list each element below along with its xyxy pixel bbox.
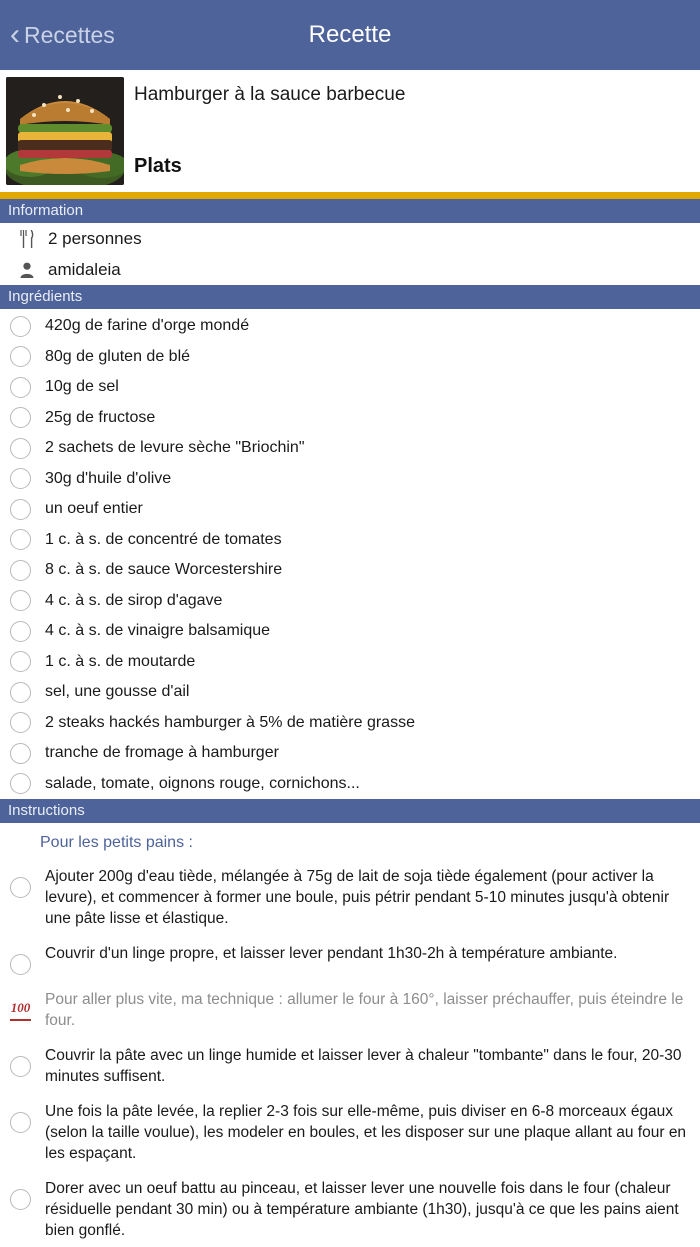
instruction-checkbox[interactable] <box>10 1189 31 1210</box>
recipe-category: Plats <box>134 155 182 177</box>
list-item[interactable] <box>0 677 700 708</box>
ingredient-checkbox[interactable] <box>10 743 31 764</box>
ingredient-label: 2 sachets de levure sèche "Briochin" <box>45 439 305 457</box>
instruction-label: Ajouter 200g d'eau tiède, mélangée à 75g de lait de soja tiède également (pour activer la levure), et commencer à former une boule, puis pétrir pendant 5-10 minutes jusqu'à obtenir une pâte lisse et élastique. <box>45 868 670 927</box>
ingredient-label: 1 c. à s. de moutarde <box>45 652 196 670</box>
list-item[interactable] <box>0 616 700 647</box>
recipe-meta <box>124 70 700 192</box>
list-item[interactable] <box>0 738 700 769</box>
recipe-header <box>0 70 700 192</box>
instruction-label: Une fois la pâte levée, la replier 2-3 fois sur elle-même, puis diviser en 6-8 morceaux égaux (selon la taille voulue), les modeler en boules, et les disposer sur une plaque allant au four en les espaçant. <box>45 1103 687 1162</box>
list-item[interactable] <box>0 1170 700 1247</box>
instruction-tip-label: Pour aller plus vite, ma technique : allumer le four à 160°, laisser préchauffer, puis éteindre le four. <box>45 991 684 1029</box>
ingredient-checkbox[interactable] <box>10 407 31 428</box>
instruction-label: Couvrir d'un linge propre, et laisser lever pendant 1h30-2h à température ambiante. <box>45 945 618 962</box>
list-item[interactable] <box>0 403 700 434</box>
section-header-ingredients: Ingrédients <box>0 285 700 309</box>
ingredient-checkbox[interactable] <box>10 438 31 459</box>
ingredient-checkbox[interactable] <box>10 773 31 794</box>
section-header-instructions: Instructions <box>0 799 700 823</box>
list-item[interactable] <box>0 494 700 525</box>
ingredient-checkbox[interactable] <box>10 499 31 520</box>
list-item[interactable] <box>0 647 700 678</box>
ingredient-checkbox[interactable] <box>10 560 31 581</box>
tip-100-icon: 100 <box>10 1000 31 1021</box>
ingredients-list <box>0 309 700 799</box>
list-item[interactable] <box>0 935 700 981</box>
ingredient-label: 1 c. à s. de concentré de tomates <box>45 530 282 548</box>
list-item-tip <box>0 981 700 1037</box>
list-item[interactable] <box>0 1037 700 1093</box>
ingredient-label: sel, une gousse d'ail <box>45 683 190 701</box>
ingredient-checkbox[interactable] <box>10 377 31 398</box>
list-item[interactable] <box>0 708 700 739</box>
ingredient-checkbox[interactable] <box>10 590 31 611</box>
ingredient-label: salade, tomate, oignons rouge, cornichons... <box>45 774 360 792</box>
instruction-checkbox[interactable] <box>10 954 31 975</box>
list-item[interactable] <box>0 769 700 800</box>
list-item[interactable] <box>0 372 700 403</box>
list-item[interactable] <box>0 555 700 586</box>
list-item[interactable] <box>0 311 700 342</box>
instruction-label: Couvrir la pâte avec un linge humide et laisser lever à chaleur "tombante" dans le four, 20-30 minutes suffisent. <box>45 1047 682 1085</box>
ingredient-label: 25g de fructose <box>45 408 156 426</box>
cutlery-icon <box>14 230 40 248</box>
list-item[interactable] <box>0 525 700 556</box>
list-item[interactable] <box>0 342 700 373</box>
back-button-label: Recettes <box>24 21 115 48</box>
recipe-photo <box>6 77 124 185</box>
ingredient-label: un oeuf entier <box>45 500 143 518</box>
ingredient-checkbox[interactable] <box>10 346 31 367</box>
navigation-bar <box>0 0 700 70</box>
accent-divider <box>0 192 700 199</box>
ingredient-label: 4 c. à s. de sirop d'agave <box>45 591 223 609</box>
list-item[interactable] <box>0 464 700 495</box>
ingredient-checkbox[interactable] <box>10 316 31 337</box>
person-icon <box>14 262 40 278</box>
instruction-label: Dorer avec un oeuf battu au pinceau, et laisser lever une nouvelle fois dans le four (chaleur résiduelle pendant 30 min) ou à température ambiante (1h30), jusqu'à ce que les pains aient bien gonflé. <box>45 1180 679 1239</box>
list-item[interactable] <box>0 858 700 935</box>
section-header-information: Information <box>0 199 700 223</box>
ingredient-label: 4 c. à s. de vinaigre balsamique <box>45 622 271 640</box>
ingredient-checkbox[interactable] <box>10 682 31 703</box>
page-title: Recette <box>308 21 392 48</box>
ingredient-checkbox[interactable] <box>10 712 31 733</box>
ingredient-label: 8 c. à s. de sauce Worcestershire <box>45 561 283 579</box>
ingredient-label: 420g de farine d'orge mondé <box>45 317 250 335</box>
info-author-label: amidaleia <box>48 259 121 279</box>
ingredient-checkbox[interactable] <box>10 651 31 672</box>
ingredient-checkbox[interactable] <box>10 529 31 550</box>
instructions-subheading: Pour les petits pains : <box>40 834 193 851</box>
ingredient-label: 30g d'huile d'olive <box>45 469 172 487</box>
ingredient-label: 2 steaks hackés hamburger à 5% de matière grasse <box>45 713 415 731</box>
ingredient-label: tranche de fromage à hamburger <box>45 744 279 762</box>
list-item[interactable] <box>0 586 700 617</box>
ingredient-label: 80g de gluten de blé <box>45 347 191 365</box>
instruction-checkbox[interactable] <box>10 877 31 898</box>
ingredient-label: 10g de sel <box>45 378 119 396</box>
instructions-list <box>0 823 700 1247</box>
info-row-servings <box>0 223 700 254</box>
ingredient-checkbox[interactable] <box>10 621 31 642</box>
chevron-left-icon: ‹ <box>10 18 20 51</box>
back-button[interactable] <box>0 20 115 50</box>
info-row-author <box>0 254 700 285</box>
list-item[interactable] <box>0 433 700 464</box>
info-servings-label: 2 personnes <box>48 228 142 248</box>
recipe-title: Hamburger à la sauce barbecue <box>134 84 406 105</box>
list-item[interactable] <box>0 1093 700 1170</box>
ingredient-checkbox[interactable] <box>10 468 31 489</box>
hamburger-photo-icon <box>6 77 124 185</box>
instruction-checkbox[interactable] <box>10 1056 31 1077</box>
instruction-checkbox[interactable] <box>10 1112 31 1133</box>
